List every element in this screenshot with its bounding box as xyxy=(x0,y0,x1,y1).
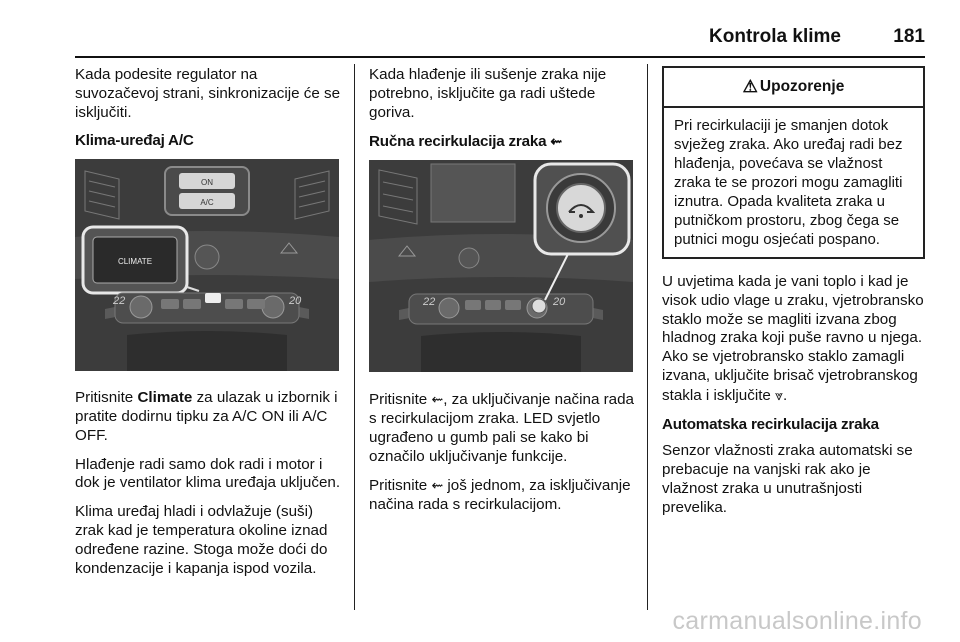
text-span: Pritisnite xyxy=(75,389,138,407)
recirculation-on-paragraph xyxy=(369,390,635,466)
temp-left: 22 xyxy=(113,295,126,308)
cooling-paragraph: Hlađenje radi samo dok radi i motor i dok je ventilator klima uređaja uključen. xyxy=(75,455,341,492)
recirculation-icon: ⇜ xyxy=(431,391,444,408)
recirculation-icon: ⇜ xyxy=(431,477,444,494)
figure-climate-panel xyxy=(75,159,339,371)
recirculation-off-paragraph xyxy=(369,476,635,515)
column-3 xyxy=(662,66,925,528)
climate-panel-illustration xyxy=(75,159,339,371)
text-span: Pritisnite xyxy=(369,477,432,495)
warning-title: Upozorenje xyxy=(759,77,845,95)
warning-header xyxy=(664,68,923,108)
temp-right: 20 xyxy=(289,295,302,308)
column-1 xyxy=(75,66,345,588)
text-span: . xyxy=(783,386,788,404)
section-heading-ac: Klima-uređaj A/C xyxy=(75,132,194,150)
column-2 xyxy=(369,66,635,525)
heading-text: Ručna recirkulacija zraka xyxy=(369,133,547,151)
page-number: 181 xyxy=(893,26,925,47)
column-divider-left xyxy=(354,64,355,610)
column-divider-right xyxy=(647,64,648,610)
auto-recirculation-paragraph: Senzor vlažnosti zraka automatski se prebacuje na vanjski rak ako je vlažnost zraka u unutrašnjosti prevelika. xyxy=(662,442,913,516)
header-rule xyxy=(75,56,925,58)
section-heading-recirculation xyxy=(369,132,635,152)
recirculation-icon: ⇜ xyxy=(550,133,562,150)
text-span: Pritisnite xyxy=(369,391,432,409)
recirculation-illustration xyxy=(369,160,633,372)
text-span: , za uključivanje načina rada s recirkulacijom zraka. LED svjetlo ugrađeno u gumb pali se kako bi označilo uključivanje funkcije. xyxy=(369,391,635,465)
intro-paragraph: Kada hlađenje ili sušenje zraka nije potrebno, isključite ga radi uštede goriva. xyxy=(369,66,607,121)
text-span: U uvjetima kada je vani toplo i kad je visok udio vlage u zraku, vjetrobransko staklo može se magliti izvana zbog hladnog zraka koji puše ravno u njega. Ako se vjetrobransko staklo zamagli izvana, uključite brisač vjetrobranskog stakla i isključite xyxy=(662,273,924,404)
dehumidify-paragraph: Klima uređaj hladi i odvlažuje (suši) zrak kad je temperatura okoline iznad određene razine. Stoga može doći do kondenzacije i kapanja ispod vozila. xyxy=(75,503,328,577)
climate-instruction xyxy=(75,389,345,445)
climate-button-label: CLIMATE xyxy=(117,257,153,267)
warning-icon: ⚠ xyxy=(742,76,758,96)
text-span: još jednom, za isključivanje načina rada s recirkulacijom. xyxy=(369,477,631,514)
page-header xyxy=(75,26,925,52)
figure-recirculation-button xyxy=(369,160,633,372)
warning-box xyxy=(662,66,925,259)
section-heading-auto-recirculation: Automatska recirkulacija zraka xyxy=(662,415,879,433)
temp-right: 20 xyxy=(553,296,566,309)
ac-button-label: A/C xyxy=(200,198,214,208)
on-button-label: ON xyxy=(201,178,213,188)
warning-text: Pri recirkulaciji je smanjen dotok svježeg zraka. Ako uređaj radi bez hlađenja, povećava se vlažnost zraka te se prozori mogu zamagliti iznutra. Opada kvaliteta zraka u putničkom prostoru, zbog čega se putnici mogu osjećati pospano. xyxy=(674,117,903,248)
temp-left: 22 xyxy=(423,296,436,309)
watermark: carmanualsonline.info xyxy=(672,607,922,635)
text-span: za ulazak u izbornik i pratite dodirnu tipku za A/C ON ili A/C OFF. xyxy=(75,389,338,444)
chapter-title: Kontrola klime xyxy=(709,26,841,47)
intro-paragraph: Kada podesite regulator na suvozačevoj strani, sinkronizacije će se isključiti. xyxy=(75,66,341,121)
fogging-paragraph xyxy=(662,273,925,406)
climate-keyword: Climate xyxy=(137,389,193,407)
windshield-fan-icon: ⩔ xyxy=(775,386,784,403)
